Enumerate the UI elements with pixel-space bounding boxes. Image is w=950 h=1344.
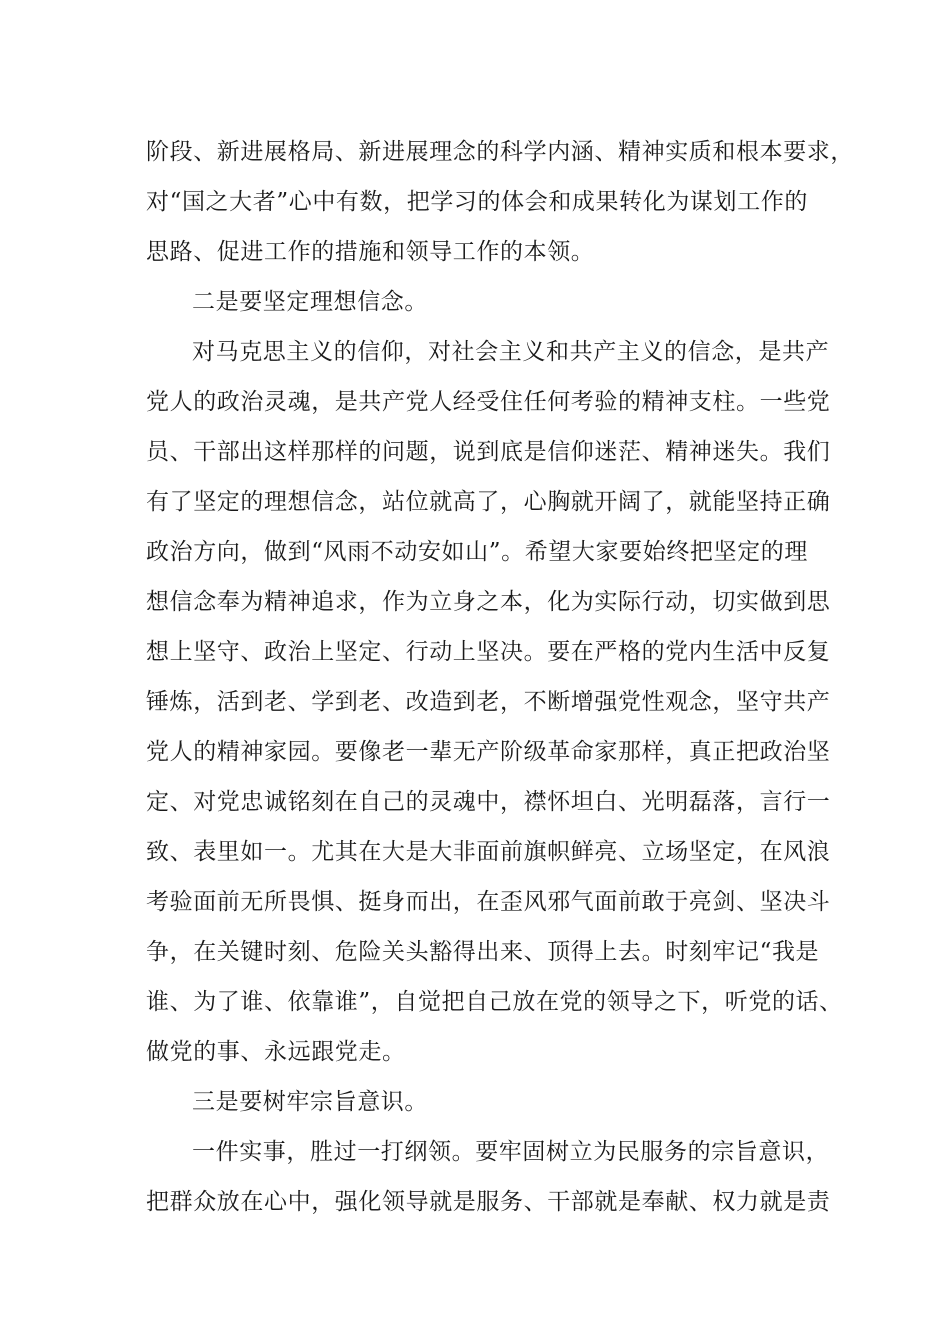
- section-heading: 三是要树牢宗旨意识。: [192, 1089, 428, 1115]
- section-heading: 二是要坚定理想信念。: [192, 289, 428, 315]
- text-line: 思路、促进工作的措施和领导工作的本领。: [146, 239, 595, 265]
- text-line: 谁、为了谁、依靠谁”，自觉把自己放在党的领导之下，听党的话、: [146, 989, 843, 1015]
- text-line: 想信念奉为精神追求，作为立身之本，化为实际行动，切实做到思: [146, 589, 831, 615]
- text-line: 党人的精神家园。要像老一辈无产阶级革命家那样，真正把政治坚: [146, 739, 831, 765]
- text-line: 员、干部出这样那样的问题，说到底是信仰迷茫、精神迷失。我们: [146, 439, 831, 465]
- text-line: 一件实事，胜过一打纲领。要牢固树立为民服务的宗旨意识，: [192, 1139, 830, 1165]
- text-line: 定、对党忠诚铭刻在自己的灵魂中，襟怀坦白、光明磊落，言行一: [146, 789, 831, 815]
- text-line: 党人的政治灵魂，是共产党人经受住任何考验的精神支柱。一些党: [146, 389, 831, 415]
- text-line: 有了坚定的理想信念，站位就高了，心胸就开阔了，就能坚持正确: [146, 489, 831, 515]
- text-line: 争，在关键时刻、危险关头豁得出来、顶得上去。时刻牢记“我是: [146, 939, 820, 965]
- text-line: 考验面前无所畏惧、挺身而出，在歪风邪气面前敢于亮剑、坚决斗: [146, 889, 831, 915]
- text-line: 锤炼，活到老、学到老、改造到老，不断增强党性观念，坚守共产: [146, 689, 831, 715]
- text-line: 想上坚守、政治上坚定、行动上坚决。要在严格的党内生活中反复: [146, 639, 831, 665]
- text-line: 政治方向，做到“风雨不动安如山”。希望大家要始终把坚定的理: [146, 539, 808, 565]
- text-line: 阶段、新进展格局、新进展理念的科学内涵、精神实质和根本要求，: [146, 139, 854, 165]
- text-line: 对马克思主义的信仰，对社会主义和共产主义的信念，是共产: [192, 339, 830, 365]
- text-line: 把群众放在心中，强化领导就是服务、干部就是奉献、权力就是责: [146, 1189, 831, 1215]
- text-line: 对“国之大者”心中有数，把学习的体会和成果转化为谋划工作的: [146, 189, 808, 215]
- text-line: 致、表里如一。尤其在大是大非面前旗帜鲜亮、立场坚定，在风浪: [146, 839, 831, 865]
- text-line: 做党的事、永远跟党走。: [146, 1039, 406, 1065]
